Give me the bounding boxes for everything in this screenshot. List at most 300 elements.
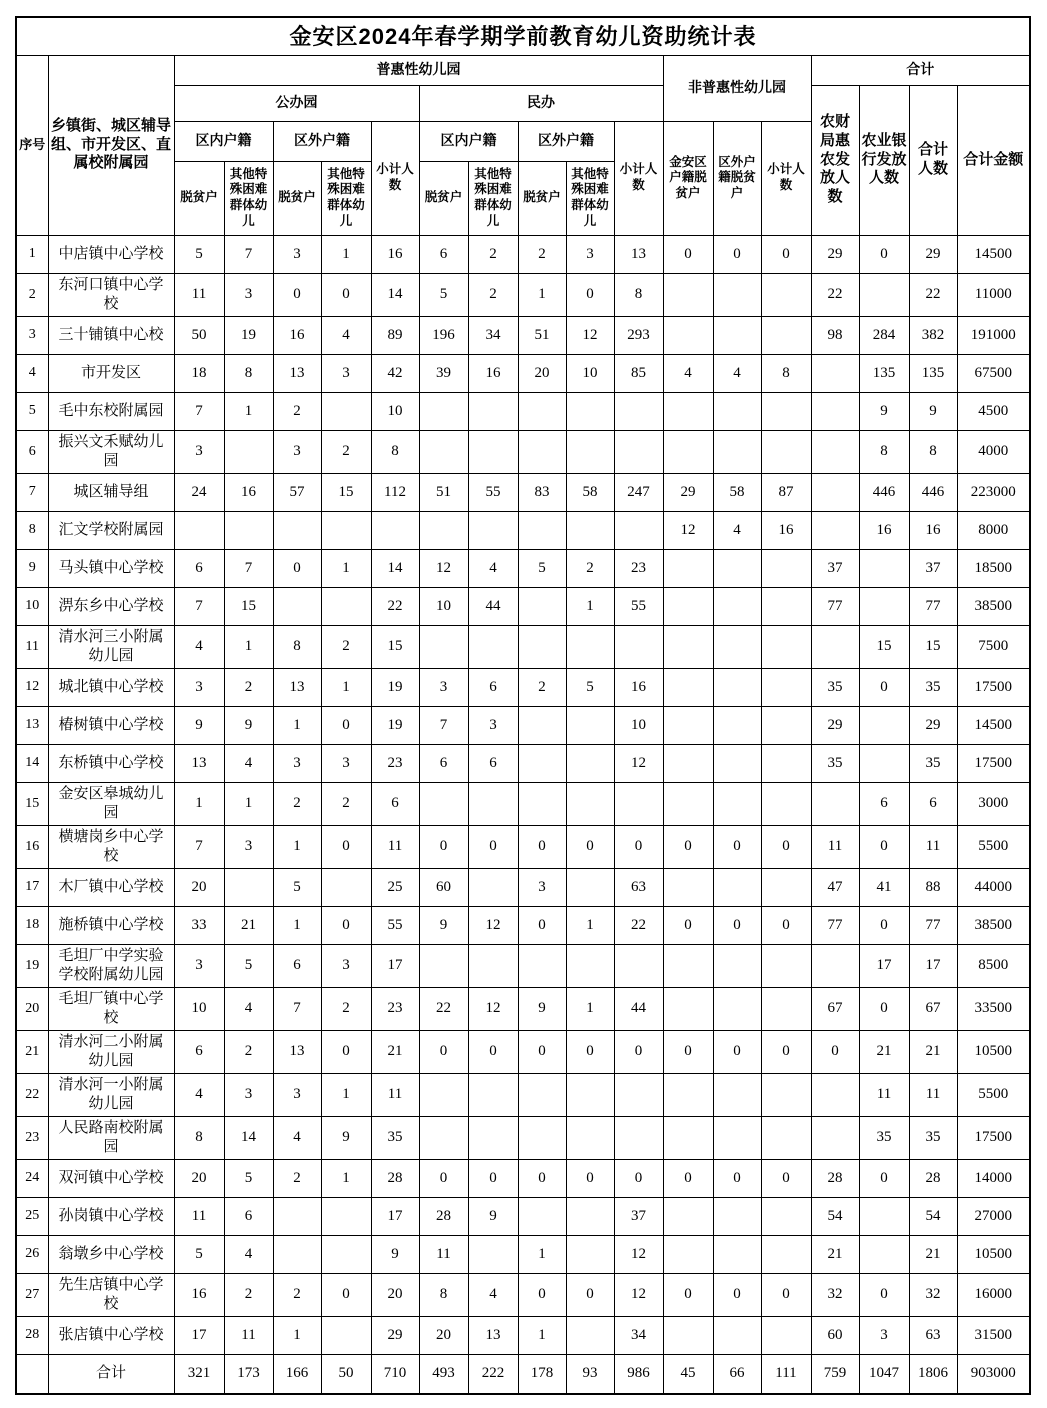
data-cell [713,1073,761,1116]
table-row [16,511,1030,549]
data-cell: 223000 [957,473,1030,511]
total-cell: 50 [321,1354,371,1394]
data-cell: 8 [614,273,663,316]
data-cell [321,587,371,625]
data-cell [811,354,859,392]
data-cell: 6 [468,668,518,706]
data-cell: 28 [419,1197,468,1235]
row-seq: 3 [16,316,48,354]
school-name: 金安区皋城幼儿园 [48,782,174,825]
row-seq: 2 [16,273,48,316]
data-cell: 16 [761,511,811,549]
data-cell: 3 [321,944,371,987]
total-cell: 986 [614,1354,663,1394]
data-cell: 0 [321,1273,371,1316]
row-seq: 26 [16,1235,48,1273]
data-cell: 20 [371,1273,419,1316]
data-cell [224,430,273,473]
row-seq: 19 [16,944,48,987]
total-cell: 166 [273,1354,321,1394]
data-cell: 2 [273,1273,321,1316]
table-row [16,235,1030,273]
data-cell: 44 [468,587,518,625]
table-row [16,587,1030,625]
data-cell: 17 [909,944,957,987]
data-cell: 21 [811,1235,859,1273]
data-cell: 3 [174,668,224,706]
data-cell: 20 [174,868,224,906]
table-row [16,782,1030,825]
data-cell [614,430,663,473]
data-cell [566,625,614,668]
data-cell: 446 [859,473,909,511]
col-header-poverty: 脱贫户 [273,161,321,235]
school-name: 城北镇中心学校 [48,668,174,706]
total-cell: 173 [224,1354,273,1394]
data-cell: 0 [419,1159,468,1197]
data-cell: 0 [663,825,713,868]
table-row [16,987,1030,1030]
data-cell: 35 [811,744,859,782]
row-seq: 8 [16,511,48,549]
col-group-private-in-district: 区内户籍 [419,121,518,161]
data-cell: 0 [518,1030,566,1073]
data-cell: 89 [371,316,419,354]
data-cell [713,782,761,825]
school-name: 横塘岗乡中心学校 [48,825,174,868]
col-header-total-amount: 合计金额 [957,85,1030,235]
data-cell: 17 [174,1316,224,1354]
data-cell: 22 [811,273,859,316]
data-cell: 8000 [957,511,1030,549]
data-cell: 0 [518,1273,566,1316]
data-cell: 12 [566,316,614,354]
data-cell: 0 [859,1159,909,1197]
data-cell: 7 [174,587,224,625]
data-cell: 8 [761,354,811,392]
data-cell [859,706,909,744]
data-cell [811,1073,859,1116]
data-cell: 3 [174,430,224,473]
data-cell: 0 [321,906,371,944]
data-cell: 3 [321,354,371,392]
data-cell: 9 [859,392,909,430]
data-cell [761,1197,811,1235]
data-cell: 51 [419,473,468,511]
col-header-poverty: 脱贫户 [419,161,468,235]
data-cell: 0 [321,825,371,868]
data-cell [321,868,371,906]
data-cell: 17 [859,944,909,987]
data-cell: 3000 [957,782,1030,825]
data-cell [663,668,713,706]
data-cell: 1 [321,1159,371,1197]
data-cell: 0 [663,906,713,944]
data-cell [663,706,713,744]
col-group-non-inclusive: 非普惠性幼儿园 [663,55,811,121]
data-cell: 0 [273,549,321,587]
data-cell [761,1073,811,1116]
school-name: 三十铺镇中心校 [48,316,174,354]
data-cell [566,392,614,430]
data-cell: 0 [566,1030,614,1073]
data-cell [518,625,566,668]
data-cell: 0 [859,906,909,944]
data-cell: 7 [273,987,321,1030]
data-cell: 55 [371,906,419,944]
data-cell: 34 [468,316,518,354]
data-cell: 135 [859,354,909,392]
data-cell [566,868,614,906]
data-cell [566,1197,614,1235]
data-cell: 2 [468,273,518,316]
data-cell [566,706,614,744]
row-seq: 12 [16,668,48,706]
data-cell [321,1316,371,1354]
data-cell: 37 [614,1197,663,1235]
data-cell: 54 [909,1197,957,1235]
data-cell: 1 [566,587,614,625]
data-cell: 29 [663,473,713,511]
data-cell: 85 [614,354,663,392]
data-cell: 9 [224,706,273,744]
data-cell: 20 [419,1316,468,1354]
data-cell: 5 [174,235,224,273]
data-cell: 0 [859,987,909,1030]
data-cell: 382 [909,316,957,354]
data-cell: 5 [566,668,614,706]
data-cell [713,587,761,625]
data-cell: 14 [224,1116,273,1159]
data-cell [761,273,811,316]
page-title: 金安区2024年春学期学前教育幼儿资助统计表 [16,17,1030,55]
data-cell: 2 [273,1159,321,1197]
data-cell: 8 [273,625,321,668]
data-cell: 9 [909,392,957,430]
data-cell [518,1116,566,1159]
data-cell [371,511,419,549]
data-cell [859,587,909,625]
data-cell: 13 [273,354,321,392]
data-cell: 4 [713,511,761,549]
data-cell: 8 [419,1273,468,1316]
data-cell: 24 [174,473,224,511]
data-cell [566,1316,614,1354]
data-cell [811,392,859,430]
school-name: 翁墩乡中心学校 [48,1235,174,1273]
data-cell: 16 [468,354,518,392]
data-cell: 67500 [957,354,1030,392]
data-cell: 15 [909,625,957,668]
data-cell: 16 [224,473,273,511]
table-row [16,1273,1030,1316]
data-cell [713,706,761,744]
col-group-public: 公办园 [174,85,419,121]
data-cell: 27000 [957,1197,1030,1235]
data-cell: 1 [518,273,566,316]
data-cell: 0 [761,1273,811,1316]
data-cell [761,392,811,430]
school-name: 振兴文禾赋幼儿园 [48,430,174,473]
col-header-other-special: 其他特殊困难群体幼儿 [566,161,614,235]
school-name: 淠东乡中心学校 [48,587,174,625]
total-cell: 178 [518,1354,566,1394]
data-cell [273,1197,321,1235]
row-seq: 5 [16,392,48,430]
data-cell: 0 [761,1030,811,1073]
data-cell: 17500 [957,668,1030,706]
data-cell: 0 [811,1030,859,1073]
data-cell: 3 [273,744,321,782]
data-cell: 9 [321,1116,371,1159]
data-cell: 21 [909,1030,957,1073]
data-cell [713,273,761,316]
table-row [16,1030,1030,1073]
data-cell: 0 [468,825,518,868]
data-cell [468,1116,518,1159]
data-cell: 41 [859,868,909,906]
total-cell: 1047 [859,1354,909,1394]
data-cell: 0 [419,825,468,868]
school-name: 东河口镇中心学校 [48,273,174,316]
data-cell: 2 [273,782,321,825]
data-cell: 2 [518,235,566,273]
data-cell [518,744,566,782]
data-cell: 3 [224,825,273,868]
data-cell [811,511,859,549]
data-cell: 4 [224,744,273,782]
row-seq: 25 [16,1197,48,1235]
data-cell: 21 [371,1030,419,1073]
data-cell [419,1073,468,1116]
school-name: 清水河三小附属幼儿园 [48,625,174,668]
data-cell: 9 [174,706,224,744]
data-cell [468,782,518,825]
total-row [16,1354,1030,1394]
data-cell: 28 [909,1159,957,1197]
data-cell: 3 [273,430,321,473]
data-cell: 33 [174,906,224,944]
data-cell: 10 [371,392,419,430]
data-cell [663,1235,713,1273]
data-cell: 2 [566,549,614,587]
data-cell: 1 [273,706,321,744]
data-cell: 11 [909,825,957,868]
data-cell: 2 [273,392,321,430]
data-cell [811,782,859,825]
data-cell: 18500 [957,549,1030,587]
total-cell: 111 [761,1354,811,1394]
data-cell: 9 [371,1235,419,1273]
data-cell [273,1235,321,1273]
data-cell [566,511,614,549]
data-cell [419,1116,468,1159]
table-row [16,392,1030,430]
data-cell [663,273,713,316]
data-cell: 13 [614,235,663,273]
data-cell [663,1116,713,1159]
data-cell: 0 [761,825,811,868]
data-cell: 0 [614,1030,663,1073]
data-cell [761,430,811,473]
data-cell [273,587,321,625]
data-cell: 0 [518,906,566,944]
row-seq: 24 [16,1159,48,1197]
data-cell: 35 [811,668,859,706]
data-cell [713,1116,761,1159]
data-cell: 29 [811,235,859,273]
school-name: 张店镇中心学校 [48,1316,174,1354]
data-cell: 21 [909,1235,957,1273]
data-cell: 0 [614,1159,663,1197]
school-name: 城区辅导组 [48,473,174,511]
data-cell: 12 [614,744,663,782]
data-cell: 10 [614,706,663,744]
data-cell: 10 [174,987,224,1030]
row-seq: 1 [16,235,48,273]
table-header [16,17,1030,235]
data-cell: 196 [419,316,468,354]
data-cell: 9 [419,906,468,944]
row-seq: 14 [16,744,48,782]
data-cell: 0 [566,1273,614,1316]
col-group-private: 民办 [419,85,663,121]
data-cell [761,587,811,625]
data-cell: 3 [419,668,468,706]
table-row [16,825,1030,868]
data-cell: 11 [909,1073,957,1116]
data-cell: 191000 [957,316,1030,354]
data-cell: 31500 [957,1316,1030,1354]
data-cell [518,511,566,549]
data-cell: 2 [321,625,371,668]
data-cell [614,392,663,430]
table-row [16,706,1030,744]
data-cell: 0 [713,235,761,273]
data-cell: 17 [371,944,419,987]
data-cell: 28 [371,1159,419,1197]
table-row [16,744,1030,782]
data-cell: 0 [663,235,713,273]
data-cell: 8 [371,430,419,473]
data-cell: 0 [468,1030,518,1073]
data-cell: 18 [174,354,224,392]
data-cell: 3 [518,868,566,906]
data-cell [713,549,761,587]
data-cell [468,511,518,549]
data-cell: 6 [909,782,957,825]
data-cell: 63 [614,868,663,906]
data-cell: 12 [614,1235,663,1273]
data-cell [614,1073,663,1116]
data-cell [761,625,811,668]
data-cell: 14 [371,549,419,587]
data-cell [713,1197,761,1235]
col-header-public-subtotal: 小计人数 [371,121,419,235]
data-cell [321,511,371,549]
data-cell: 0 [713,906,761,944]
data-cell: 4 [224,987,273,1030]
data-cell: 0 [321,1030,371,1073]
data-cell [419,944,468,987]
data-cell [468,1235,518,1273]
data-cell: 13 [174,744,224,782]
data-cell: 4 [663,354,713,392]
data-cell: 22 [371,587,419,625]
data-cell [468,392,518,430]
total-cell: 710 [371,1354,419,1394]
table-row [16,1316,1030,1354]
data-cell: 23 [614,549,663,587]
data-cell [859,1197,909,1235]
table-row [16,906,1030,944]
data-cell: 4 [468,1273,518,1316]
data-cell: 4000 [957,430,1030,473]
data-cell: 67 [909,987,957,1030]
row-seq: 4 [16,354,48,392]
data-cell: 2 [468,235,518,273]
school-name: 市开发区 [48,354,174,392]
data-cell [419,511,468,549]
data-cell: 28 [811,1159,859,1197]
data-cell [663,625,713,668]
school-name: 马头镇中心学校 [48,549,174,587]
data-cell: 51 [518,316,566,354]
data-cell: 6 [419,744,468,782]
total-cell: 45 [663,1354,713,1394]
data-cell [518,944,566,987]
data-cell [663,392,713,430]
data-cell: 87 [761,473,811,511]
data-cell: 6 [419,235,468,273]
data-cell [811,430,859,473]
data-cell: 3 [321,744,371,782]
data-cell: 0 [859,1273,909,1316]
data-cell [663,782,713,825]
data-cell: 3 [174,944,224,987]
data-cell: 12 [468,987,518,1030]
data-cell: 4 [174,1073,224,1116]
table-row [16,549,1030,587]
row-seq: 7 [16,473,48,511]
data-cell: 0 [663,1159,713,1197]
data-cell: 12 [614,1273,663,1316]
data-cell [663,549,713,587]
data-cell: 1 [566,987,614,1030]
data-cell: 33500 [957,987,1030,1030]
data-cell: 112 [371,473,419,511]
school-name: 中店镇中心学校 [48,235,174,273]
data-cell [614,625,663,668]
total-cell: 66 [713,1354,761,1394]
data-cell: 9 [468,1197,518,1235]
data-cell [713,392,761,430]
table-row [16,273,1030,316]
data-cell: 44000 [957,868,1030,906]
row-seq: 11 [16,625,48,668]
data-cell [663,316,713,354]
row-seq: 16 [16,825,48,868]
data-cell: 19 [371,668,419,706]
data-cell [273,511,321,549]
data-cell: 4 [713,354,761,392]
data-cell: 15 [321,473,371,511]
table-row [16,473,1030,511]
col-group-public-out-district: 区外户籍 [273,121,371,161]
school-name: 清水河二小附属幼儿园 [48,1030,174,1073]
data-cell: 1 [518,1316,566,1354]
total-cell: 493 [419,1354,468,1394]
